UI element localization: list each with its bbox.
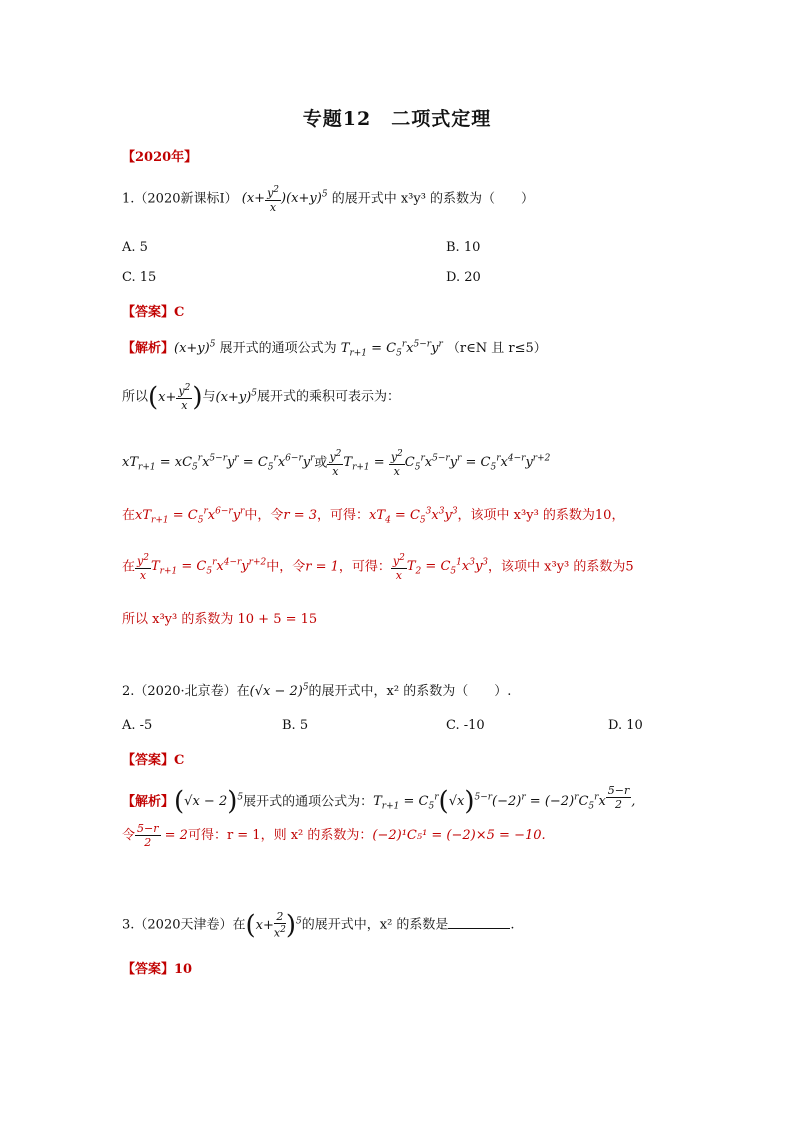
q1-mid-text: 中，令 [244,508,284,523]
q3-end: . [510,917,515,933]
q2-prefix: 2.（2020·北京卷）在 [122,684,250,699]
q1-or-text: 或 [314,455,328,471]
q1-conclusion: 所以 x³y³ 的系数为 10 + 5 = 15 [122,612,318,627]
page-title: 专题12 二项式定理 [302,108,492,130]
q3-answer-value: 10 [174,962,193,977]
q1-analysis-text: 展开式的通项公式为 [219,341,337,356]
q1-coef-b: ，该项中 x³y³ 的系数为5 [488,559,634,575]
q1-analysis-line1: 【解析】$(x+y)^5$ 展开式的通项公式为 $T_{r+1} = C_5^rx^{5-r}y^r$ （r∈N 且 r≤5） [122,339,547,359]
q1-option-c: C. 15 [122,270,157,285]
q2-answer-value: C [174,753,185,768]
q2-analysis-mid: 展开式的通项公式为： [243,794,374,810]
q1-mid-text-2: 中，令 [266,559,306,575]
answer-label-3: 【答案】 [122,962,175,977]
question-2-stem [122,680,511,699]
q3-answer [122,958,192,977]
q3-expression: (x+ $\frac{2}{x^2}$ )$^5$ [245,910,302,940]
q1-option-b: B. 10 [446,240,481,255]
q2-answer [122,749,184,768]
q1-so-text: 所以 [122,389,149,405]
analysis-label: 【解析】 [122,341,175,356]
q2-let-tail: 可得：r = 1，则 x² 的系数为： [187,828,373,843]
question-3-stem [122,910,515,940]
q1-analysis-line4: 在$xT_{r+1} = C_5^rx^{6-r}y^r$中，令r = 3，可得：$xT_4 = C_5^3x^3y^3$，该项中 x³y³ 的系数为10， [122,506,625,526]
answer-label: 【答案】 [122,305,175,320]
q1-stem-tail: 的展开式中 x³y³ 的系数为（ ） [331,191,535,207]
q1-option-d: D. 20 [446,270,481,285]
q2-stem-tail: 的展开式中，x² 的系数为（ ）. [308,684,512,699]
q1-get-text: ，可得： [317,508,370,523]
analysis-label-2: 【解析】 [122,794,175,810]
q3-answer-blank[interactable] [448,916,510,929]
q3-prefix: 3.（2020天津卷）在 [122,917,246,933]
year-heading: 【2020年】 [122,150,198,165]
q1-prefix: 1.（2020新课标Ⅰ） [122,191,238,207]
q2-option-a: A. -5 [122,718,153,733]
q1-expression: (x+ $\frac{y^2}{x}$ )$(x+y)^5$ [241,185,328,214]
q1-in-text: 在 [122,508,136,523]
q2-let-text: 令 [122,828,136,843]
q2-option-d: D. 10 [608,718,643,733]
q1-coef-a: ，该项中 x³y³ 的系数为10， [457,508,625,523]
q1-in-text-2: 在 [122,559,136,575]
q2-option-b: B. 5 [282,718,309,733]
q1-option-a: A. 5 [122,240,148,255]
answer-label-2: 【答案】 [122,753,175,768]
q1-answer-value: C [174,305,185,320]
q1-answer [122,301,184,320]
q1-analysis-line2: 所以(x+ $\frac{y^2}{x}$ )与$(x+y)^5$展开式的乘积可表示为： [122,382,400,412]
q1-analysis-line3: $xT_{r+1} = xC_5^rx^{5-r}y^r = C_5^rx^{6-r}y^r$或 $\frac{y^2}{x}$ $T_{r+1}$ = $\frac{y^2}{x}$ $C_5^rx^{5-r}y^r = C_5^rx^{4-r}y^{r+2}$ [122,449,551,478]
q1-with-text: 与 [202,389,216,405]
q1-analysis-cond: （r∈N 且 r≤5） [446,341,547,356]
q2-option-c: C. -10 [446,718,485,733]
q1-analysis-line5: 在 $\frac{y^2}{x}$ $T_{r+1} = C_5^rx^{4-r}y^{r+2}$中，令r = 1，可得： $\frac{y^2}{x}$ $T_2 = C_5^1x^3y^3$，该项中 x³y³ 的系数为5 [122,553,634,582]
question-1-stem [122,184,534,214]
q1-product-text: 展开式的乘积可表示为： [256,389,400,405]
q2-result: (−2)¹C₅¹ = (−2)×5 = −10. [372,828,546,843]
q1-get-text-2: ，可得： [338,559,391,575]
q2-analysis-line2: 令 $\frac{5-r}{2}$ = 2可得：r = 1，则 x² 的系数为：(−2)¹C₅¹ = (−2)×5 = −10. [122,822,546,849]
q2-expression: $(√x - 2)^5$ [249,682,309,699]
q2-analysis-line1: 【解析】$(√x - 2)^5$展开式的通项公式为：$T_{r+1} = C_5^r(√x)^{5-r}(-2)^r = (-2)^rC_5^rx$ $^{\frac{5-r}{2}}$ , [122,784,636,817]
q3-stem-tail: 的展开式中，x² 的系数是 [301,917,449,933]
q1-general-term: $T_{r+1} = C_5^rx^{5-r}y^r$ [340,339,443,359]
